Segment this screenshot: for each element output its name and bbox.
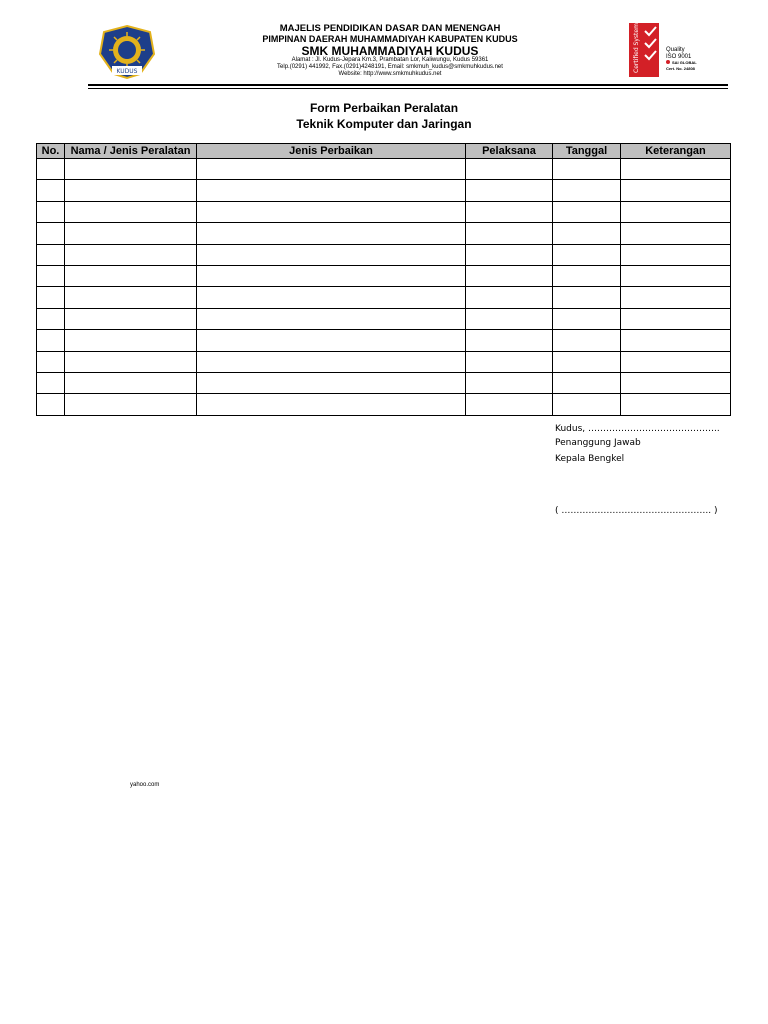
cell-no	[37, 394, 65, 415]
column-header-date: Tanggal	[553, 144, 621, 159]
signature-name-line: ( ………………………………………….. )	[555, 506, 718, 516]
cell-date	[553, 287, 621, 308]
cell-no	[37, 180, 65, 201]
cert-quality-text: Quality	[666, 47, 685, 53]
table-row	[37, 308, 731, 329]
cell-repair-type	[197, 223, 466, 244]
cell-no	[37, 351, 65, 372]
column-header-equipment: Nama / Jenis Peralatan	[65, 144, 197, 159]
header-rule-thin	[88, 88, 728, 89]
cell-equipment	[65, 244, 197, 265]
cell-notes	[621, 244, 731, 265]
column-header-repair-type: Jenis Perbaikan	[197, 144, 466, 159]
cell-notes	[621, 265, 731, 286]
cell-executor	[466, 351, 553, 372]
cert-system-text: Certified System	[633, 23, 640, 73]
cell-date	[553, 330, 621, 351]
cell-equipment	[65, 394, 197, 415]
cell-executor	[466, 265, 553, 286]
repair-form-table	[36, 143, 731, 416]
cell-repair-type	[197, 330, 466, 351]
cell-repair-type	[197, 180, 466, 201]
cell-equipment	[65, 351, 197, 372]
form-subtitle: Teknik Komputer dan Jaringan	[296, 117, 472, 131]
cell-equipment	[65, 287, 197, 308]
footer-note: yahoo.com	[130, 782, 160, 788]
cell-executor	[466, 159, 553, 180]
cell-notes	[621, 308, 731, 329]
cell-executor	[466, 180, 553, 201]
cell-notes	[621, 180, 731, 201]
logo-text: KUDUS	[116, 68, 138, 75]
table-row	[37, 372, 731, 393]
cell-no	[37, 244, 65, 265]
table-row	[37, 330, 731, 351]
cell-executor	[466, 308, 553, 329]
cell-equipment	[65, 223, 197, 244]
cell-executor	[466, 244, 553, 265]
cell-executor	[466, 330, 553, 351]
column-header-executor: Pelaksana	[466, 144, 553, 159]
cell-equipment	[65, 159, 197, 180]
cell-date	[553, 394, 621, 415]
cell-notes	[621, 351, 731, 372]
cell-no	[37, 223, 65, 244]
table-row	[37, 394, 731, 415]
cell-date	[553, 180, 621, 201]
school-logo	[96, 24, 158, 80]
header-council: MAJELIS PENDIDIKAN DASAR DAN MENENGAH	[279, 23, 501, 34]
cell-notes	[621, 287, 731, 308]
cell-repair-type	[197, 351, 466, 372]
form-title: Form Perbaikan Peralatan	[309, 101, 459, 115]
iso-certification-badge	[629, 23, 713, 77]
cell-notes	[621, 372, 731, 393]
cell-date	[553, 308, 621, 329]
cert-body-text: SAI GLOBAL	[672, 60, 697, 65]
cell-notes	[621, 330, 731, 351]
cell-no	[37, 287, 65, 308]
cell-equipment	[65, 180, 197, 201]
column-header-notes: Keterangan	[621, 144, 731, 159]
table-header-row	[37, 144, 731, 159]
table-row	[37, 223, 731, 244]
column-header-no: No.	[37, 144, 65, 159]
cell-repair-type	[197, 287, 466, 308]
cell-date	[553, 244, 621, 265]
cell-no	[37, 330, 65, 351]
cell-repair-type	[197, 394, 466, 415]
cell-date	[553, 159, 621, 180]
cell-equipment	[65, 372, 197, 393]
cell-equipment	[65, 201, 197, 222]
header-rule-thick	[88, 84, 728, 86]
cell-repair-type	[197, 244, 466, 265]
cell-date	[553, 201, 621, 222]
header-board: PIMPINAN DAERAH MUHAMMADIYAH KABUPATEN KUDUS	[262, 34, 518, 44]
cell-repair-type	[197, 308, 466, 329]
cell-executor	[466, 201, 553, 222]
cell-equipment	[65, 265, 197, 286]
cell-repair-type	[197, 372, 466, 393]
cell-repair-type	[197, 159, 466, 180]
header-contact: Telp.(0291) 441992, Fax.(0291)4248191, Email: smkmuh_kudus@smkmuhkudus.net	[277, 64, 503, 70]
header-school-name: SMK MUHAMMADIYAH KUDUS	[301, 44, 479, 58]
cell-repair-type	[197, 201, 466, 222]
cell-no	[37, 159, 65, 180]
signature-role: Penanggung Jawab	[555, 438, 641, 448]
cell-equipment	[65, 330, 197, 351]
table-row	[37, 265, 731, 286]
cell-executor	[466, 372, 553, 393]
cell-executor	[466, 223, 553, 244]
header-website: Website: http://www.smkmuhkudus.net	[338, 71, 442, 77]
cell-no	[37, 308, 65, 329]
cell-date	[553, 265, 621, 286]
table-row	[37, 159, 731, 180]
cell-executor	[466, 394, 553, 415]
cell-notes	[621, 394, 731, 415]
table-row	[37, 180, 731, 201]
cert-iso-text: ISO 9001	[666, 54, 692, 60]
cert-number-text: Cert. No. 24808	[666, 66, 695, 71]
table-row	[37, 201, 731, 222]
table-row	[37, 244, 731, 265]
cell-date	[553, 223, 621, 244]
cell-notes	[621, 159, 731, 180]
cell-no	[37, 265, 65, 286]
cell-notes	[621, 201, 731, 222]
cell-equipment	[65, 308, 197, 329]
cell-date	[553, 351, 621, 372]
table-row	[37, 351, 731, 372]
cell-date	[553, 372, 621, 393]
cell-notes	[621, 223, 731, 244]
cell-no	[37, 201, 65, 222]
cell-no	[37, 372, 65, 393]
signature-city-date: Kudus, ……………………………………..	[555, 424, 720, 434]
cell-executor	[466, 287, 553, 308]
table-body	[37, 159, 731, 416]
cell-repair-type	[197, 265, 466, 286]
header-address: Alamat : Jl. Kudus-Jepara Km.3, Prambatan Lor, Kaliwungu, Kudus 59361	[291, 57, 489, 63]
table-row	[37, 287, 731, 308]
signature-title: Kepala Bengkel	[555, 454, 625, 464]
